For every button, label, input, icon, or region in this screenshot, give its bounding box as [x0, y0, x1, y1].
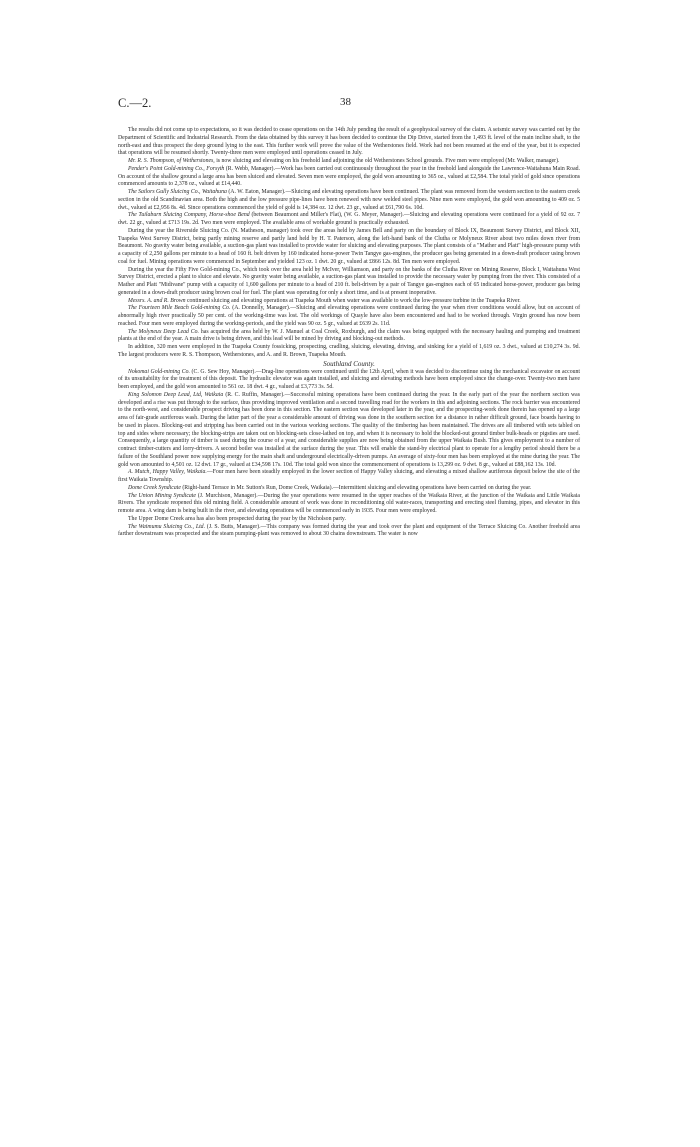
paragraph-text: (A. W. Eaton, Manager).—Sluicing and elevating operations have been continued. The plant was removed from the western section to the eastern creek section in the old Scandinavian area. Both the high and the low pressure pipe-lines have been renewed with new welded steel pipes. Nine men were employed, the gold won amounting to 409 oz. 5 dwt., valued at £2,956 8s. 4d. Since operations commenced the yield of gold is 14,384 oz. 12 dwt. 23 gr., valued at £61,790 6s. 10d. — [118, 189, 580, 211]
paragraph-text: In addition, 320 men were employed in the Tuapeka County fossicking, prospecting, cradling, sluicing, elevating, driving, and sinking for a yield of 1,619 oz. 3 dwt., valued at £10,274 3s. 9d. The largest producers were R. S. Thompson, Wetherstones, and A. and R. Brown, Tuapeka Mouth. — [118, 344, 580, 358]
paragraph — [118, 469, 580, 485]
paragraph — [118, 344, 580, 360]
paragraph-text: (Right-hand Terrace in Mr. Sutton's Run, Dome Creek, Waikaia).—Intermittent sluicing and elevating operations have been carried on during the year. — [180, 484, 532, 491]
paragraph-text: The Upper Dome Creek area has also been prospected during the year by the Nicholson party. — [128, 515, 346, 522]
page-number: 38 — [340, 96, 351, 108]
company-name: The Union Mining Syndicate — [128, 492, 196, 499]
paragraph-text: (C. G. Sew Hoy, Manager).—Drag-line operations were continued until the 12th April, when it was decided to discontinue using the mechanical excavator on account of its unsuitability for the treatment of this deposit. The hydraulic elevator was again installed, and sluicing and elevating methods have been employed since the change-over. Twenty-two men have been employed, and the gold won amounted to 561 oz. 18 dwt. 4 gr., valued at £3,773 3s. 5d. — [118, 368, 581, 390]
paragraph-text: (J. Murchison, Manager).—During the year operations were resumed in the upper reaches of the Waikaia River, at the junction of the Waikaia and Little Waikaia Rivers. The syndicate reopened this old mining field. A considerable amount of work was done in reconditioning old water-races, transporting and erecting steel fluming, pipes, and elevator in this remote area. A wing dam is being built in the river, and elevating operations will be commenced early in 1935. Four men were employed. — [118, 492, 580, 514]
paragraph-text: (J. S. Butts, Manager).—This company was formed during the year and took over the plant and equipment of the Terrace Sluicing Co. Another freehold area farther downstream was prospected and the steam pumping-plant was removed to about 30 chains downstream. The water is now — [118, 523, 580, 538]
paragraph — [118, 329, 580, 345]
paragraph-text: has acquired the area held by W. J. Manuel at Coal Creek, Roxburgh, and the claim was being equipped with the necessary hauling and pumping and treatment plants at the end of the year. A main drive is being driven, and this lead will be mined by driving and blocking-out methods. — [118, 328, 580, 343]
company-name: Dome Creek Syndicate — [128, 484, 181, 491]
paragraph-text: —Four men have been steadily employed in the lower section of Happy Valley sluicing, and elevating a mixed shallow auriferous deposit below the site of the first Waikaia Township. — [118, 469, 581, 483]
paragraph-text: (R. C. Ruffin, Manager).—Successful mining operations have been continued during the year. In the early part of the year the northern section was developed and a rise was put through to the surface, thus providing improved ventilation and a second travelling road for the workers in this and adjoining sections. The rock barrier was encountered to the north-west, and considerable prospect driving has been done in this section. The eastern section was developed later in the year, and the prospecting-work done therein has opened up a large area of fair-grade auriferous wash. During the latter part of the year a considerable amount of driving was done in the southern section for a distance in rather difficult ground, face boards having to be used in places. Blocking-out and stripping has been carried out in the various working sections. The quality of the timbering has been maintained. The drives are all timbered with sets tabled on top and sides where necessary; the blocking-strips are taken out on blocking-sets close-lathed on top, and when it is necessary to hold the blocked-out ground timber bulk-heads or pigsties are used. Consequently, a large quantity of timber is used during the course of a year, and considerable supplies are now being obtained from the upper Waikaia Bush. This gives employment to a number of contract timber-cutters and lorry-drivers. A second boiler was installed at the surface during the year. This will enable the stand-by electrical plant to operate for a lengthy period should there be a failure of the Southland power now supplying energy for the main shaft and underground electrically-driven pumps. An average of sixty-four men has been employed at the mine during the year. The gold won amounted to 4,501 oz. 12 dwt. 17 gr., valued at £34,598 17s. 10d. The total gold won since the commencement of operations is 13,299 oz. 9 dwt. 8 gr., valued at £88,162 13s. 10d. — [118, 391, 580, 468]
paragraph-text: (between Beaumont and Miller's Flat), (W. G. Meyer, Manager).—Sluicing and elevating operations were continued for a yield of 92 oz. 7 dwt. 22 gr., valued at £713 19s. 2d. Two men were employed. The available area of workable ground is practically exhausted. — [118, 212, 580, 226]
paragraph — [118, 485, 580, 493]
company-name: The Fourteen Mile Beach Gold-mining Co. — [128, 305, 231, 312]
paragraph — [118, 305, 580, 328]
paragraph-text: (A. Donnelly, Manager).—Sluicing and elevating operations were continued during the year when river conditions would allow, but on account of abnormally high river practically 50 per cent. of the working-time was lost. The old workings of Quayle have also been encountered and had to be worked through. Virgin ground has now been reached. Four men were employed during the working-periods, and the yield was 90 oz. 5 gr., valued at £639 2s. 11d. — [118, 305, 580, 327]
page-header — [118, 96, 580, 112]
section-heading-southland: Southland County. — [323, 359, 375, 368]
company-name: Messrs. A. and R. Brown — [128, 297, 186, 304]
tuapeka-county-section — [118, 127, 580, 360]
paragraph — [118, 166, 580, 189]
company-name: Mr. R. S. Thompson, of Wetherstones, — [128, 158, 215, 164]
paragraph — [118, 516, 580, 524]
paragraph — [118, 212, 580, 228]
company-name: A. Mutch, Happy Valley, Waikaia. — [128, 469, 207, 476]
company-name: The Sailors Gully Sluicing Co., Waitahuna — [128, 189, 227, 195]
company-name: Nokomai Gold-mining Co. — [128, 368, 190, 375]
paragraph-text: (R. Webb, Manager).—Work has been carried out continuously throughout the year in the freehold land alongside the Lawrence-Waitahuna Main Road. On account of the shallow ground a large area has been sluiced and elevated. Seven men were employed, the gold won amounting to 365 oz., valued at £2,584. The total yield of gold since operations commenced amounts to 2,378 oz., valued at £14,440. — [118, 165, 580, 188]
paragraph — [118, 524, 580, 540]
southland-county-section — [118, 369, 580, 540]
paragraph — [118, 369, 580, 392]
paragraph — [118, 228, 580, 267]
company-name: The Tuilaburn Sluicing Company, Horse-shoe Bend — [128, 212, 250, 219]
parliamentary-paper-reference: C.—2. — [118, 96, 152, 110]
company-name: King Solomon Deep Lead, Ltd, Waikaia — [128, 391, 224, 398]
paragraph — [118, 493, 580, 516]
paragraph-text: During the year the Fifty Five Gold-mining Co., which took over the area held by McIver, Williamson, and party on the banks of the Clutha River on Mining Reserve, Block I, Waitahuna West Survey District, erected a plant to sluice and elevate. No gravity water being available, a suction-gas plant was installed to provide the necessary water by pumping from the river. This consisted of a Mather and Platt "Midivane" pump with a capacity of 1,600 gallons per minute to a head of 210 ft. belt-driven by a pair of Tangye gas-engines each of 65 indicated horse-power, producer gas being generated in a down-draft producer using brown coal for fuel. The plant was operating for only a short time, and is at present inoperative. — [118, 266, 580, 296]
paragraph-text: is now sluicing and elevating on his freehold land adjoining the old Wetherstones School grounds. Five men were employed (Mr. Walker, manager). — [214, 158, 560, 164]
company-name: The Waimumu Sluicing Co., Ltd. — [128, 523, 206, 530]
paragraph — [118, 189, 580, 212]
company-name: Pender's Point Gold-mining Co., Forsyth — [128, 165, 225, 172]
paragraph-text: continued sluicing and elevating operations at Tuapeka Mouth when water was available to work the low-pressure turbine in the Tuapeka River. — [185, 297, 521, 304]
paragraph-text: The results did not come up to expectations, so it was decided to cease operations on the 14th July pending the result of a geophysical survey of the claim. A seismic survey was carried out by the Department of Scientific and Industrial Research. From the data obtained by this survey it has been decided to continue the Dip Drive, started from the 1,493 ft. level of the main incline shaft, to the north-east and thus prospect the deep ground lying to the east. This further work will prove the value of the Wetherstones field. Work had not been resumed at the end of the year, but it is expected that operations will be resumed shortly. Twenty-three men were employed until operations ceased in July. — [118, 127, 580, 157]
paragraph-text: During the year the Riverside Sluicing Co. (N. Matheson, manager) took over the areas held by James Bell and party on the boundary of Block IX, Beaumont Survey District, and Block XII, Tuapeka West Survey District, being partly mining reserve and partly land held by H. T. Paterson, along the left-hand bank of the Clutha or Molyneux River about two miles down river from Beaumont. No gravity water being available, a suction-gas plant was installed to provide water for sluicing and elevating purposes. The plant consists of a "Mather and Platt" high-pressure pump with a capacity of 2,250 gallons per minute to a head of 160 ft. belt driven by 160 indicated horse-power Twin Tangye gas-engines, the producer gas being generated in a down-draft producer using brown coal for fuel. Mining operations were commenced in September and yielded 123 oz. 1 dwt. 20 gr., valued at £866 12s. 8d. Ten men were employed. — [118, 227, 580, 265]
paragraph — [118, 267, 580, 298]
report-body — [118, 127, 580, 539]
company-name: The Molyneux Deep Lead Co. — [128, 328, 200, 335]
paragraph — [118, 392, 580, 470]
paragraph — [118, 158, 580, 166]
paragraph — [118, 127, 580, 158]
